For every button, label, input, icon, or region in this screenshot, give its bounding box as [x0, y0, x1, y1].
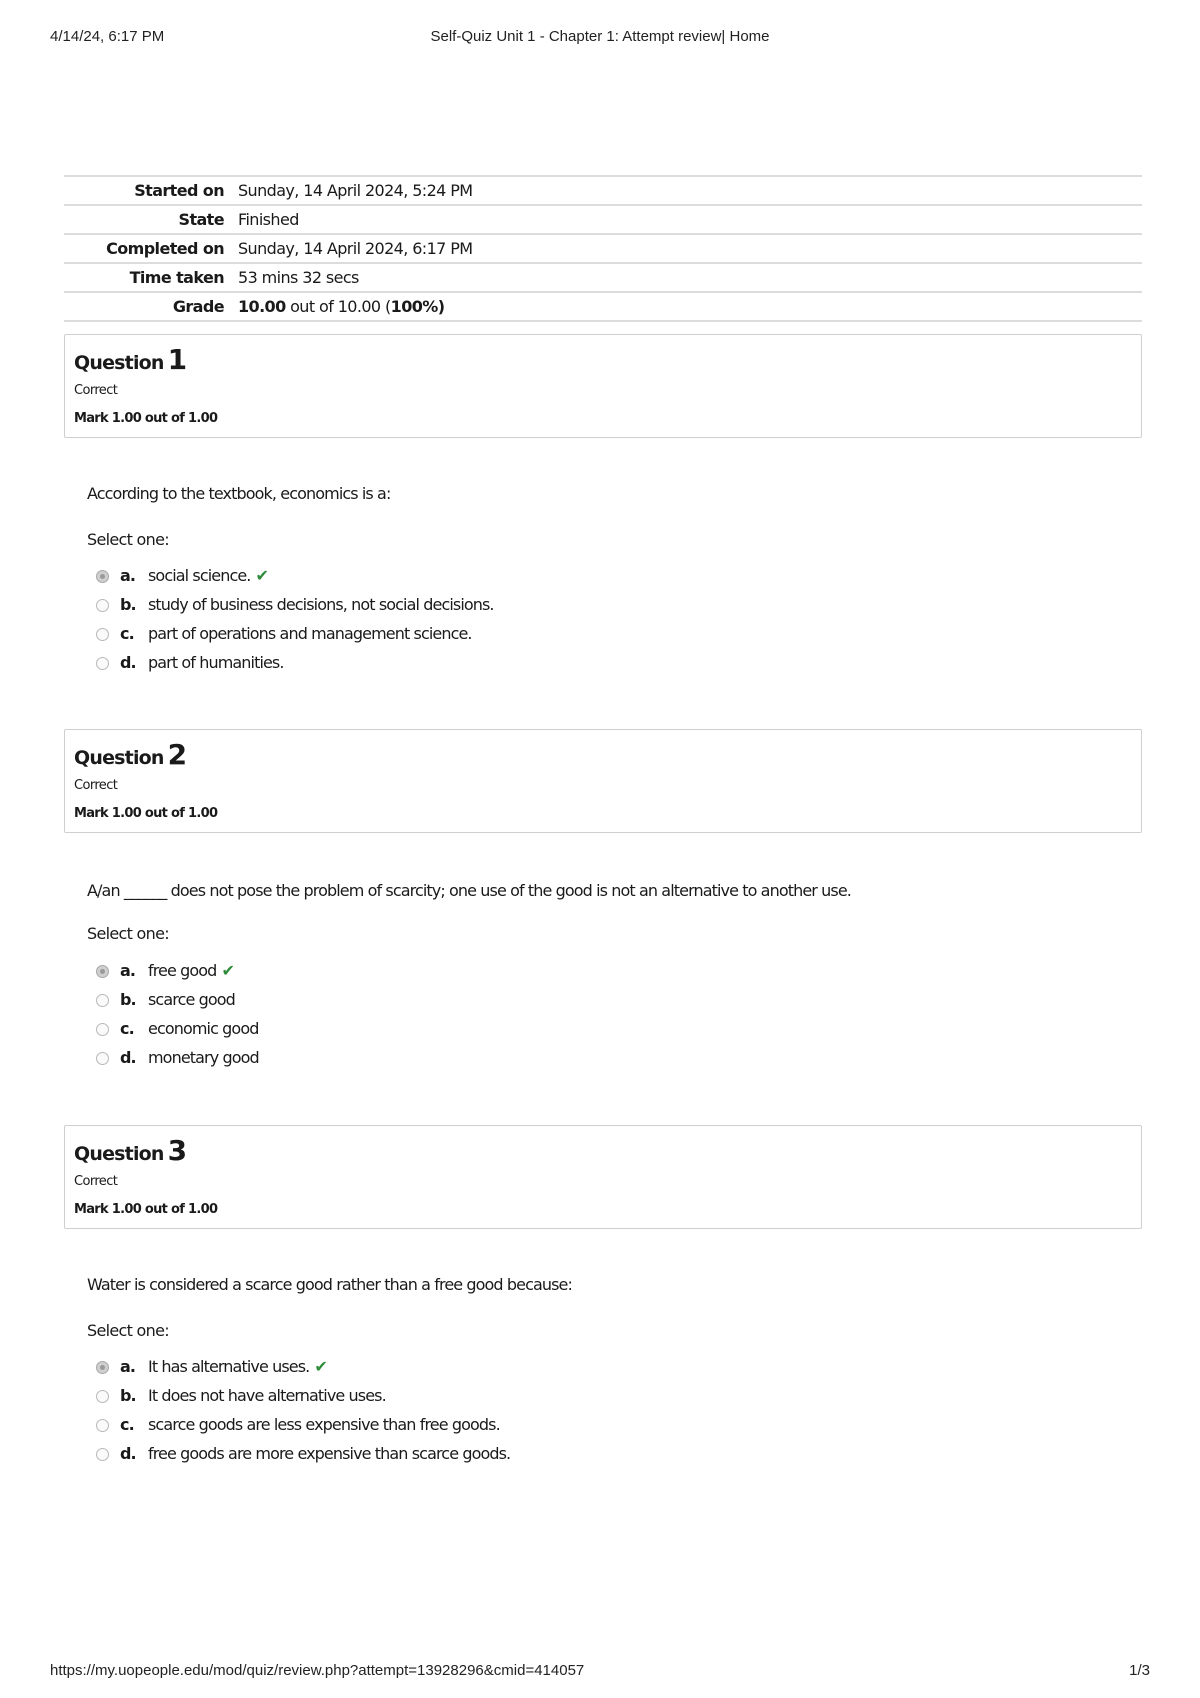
question-title [74, 1134, 186, 1167]
question-mark: Mark 1.00 out of 1.00 [74, 806, 218, 821]
radio-selected-icon[interactable] [96, 570, 109, 583]
option-letter: d. [120, 1048, 136, 1067]
question-number: 1 [167, 343, 187, 376]
select-one-label: Select one: [87, 530, 169, 549]
question-info-box [64, 334, 1142, 438]
radio-icon[interactable] [96, 994, 109, 1007]
page-number: 1/3 [1129, 1662, 1150, 1679]
question-info-box [64, 1125, 1142, 1229]
correct-check-icon: ✔ [255, 566, 269, 585]
summary-row-started [64, 176, 1142, 205]
summary-value: Sunday, 14 April 2024, 6:17 PM [238, 239, 473, 258]
option-letter: c. [120, 1415, 134, 1434]
radio-icon[interactable] [96, 628, 109, 641]
summary-label: Time taken [129, 268, 224, 287]
option-letter: b. [120, 1386, 136, 1405]
radio-icon[interactable] [96, 657, 109, 670]
option-text: It does not have alternative uses. [148, 1386, 386, 1405]
summary-label: Completed on [106, 239, 224, 258]
print-footer [50, 1662, 1150, 1682]
option-label: It has alternative uses. [148, 1357, 310, 1376]
option-letter: a. [120, 961, 136, 980]
radio-icon[interactable] [96, 1390, 109, 1403]
option-text: scarce good [148, 990, 235, 1009]
grade-score: 10.00 [238, 297, 286, 316]
option-text: scarce goods are less expensive than free goods. [148, 1415, 500, 1434]
summary-label: Grade [172, 297, 224, 316]
option-letter: b. [120, 990, 136, 1009]
summary-label: State [178, 210, 224, 229]
question-number: 3 [167, 1134, 187, 1167]
summary-row-completed [64, 234, 1142, 263]
question-title [74, 343, 186, 376]
question-mark: Mark 1.00 out of 1.00 [74, 1202, 218, 1217]
radio-icon[interactable] [96, 1052, 109, 1065]
print-page-title: Self-Quiz Unit 1 - Chapter 1: Attempt review| Home [430, 28, 770, 45]
grade-close-paren: ) [437, 297, 445, 316]
option-text: economic good [148, 1019, 259, 1038]
radio-selected-icon[interactable] [96, 965, 109, 978]
radio-icon[interactable] [96, 1023, 109, 1036]
summary-row-time-taken [64, 263, 1142, 292]
radio-icon[interactable] [96, 1448, 109, 1461]
option-text [148, 566, 268, 585]
radio-selected-icon[interactable] [96, 1361, 109, 1374]
option-text: monetary good [148, 1048, 259, 1067]
correct-check-icon: ✔ [314, 1357, 327, 1376]
question-word: Question [74, 352, 164, 374]
print-date: 4/14/24, 6:17 PM [50, 28, 165, 45]
grade-out-of: out of 10.00 ( [285, 297, 391, 316]
summary-label: Started on [134, 181, 224, 200]
option-label: free good [148, 961, 217, 980]
radio-icon[interactable] [96, 1419, 109, 1432]
option-letter: b. [120, 595, 136, 614]
option-letter: a. [120, 1357, 136, 1376]
option-text: study of business decisions, not social decisions. [148, 595, 494, 614]
question-number: 2 [167, 738, 187, 771]
option-text [148, 1357, 327, 1376]
summary-value: 53 mins 32 secs [238, 268, 359, 287]
question-mark: Mark 1.00 out of 1.00 [74, 411, 218, 426]
option-letter: c. [120, 1019, 134, 1038]
attempt-summary-table [64, 175, 1142, 322]
question-text: A/an ______ does not pose the problem of scarcity; one use of the good is not an alternative to another use. [87, 881, 851, 900]
question-info-box [64, 729, 1142, 833]
radio-icon[interactable] [96, 599, 109, 612]
grade-percent: 100% [390, 297, 438, 316]
option-text: free goods are more expensive than scarce goods. [148, 1444, 511, 1463]
correct-check-icon: ✔ [221, 961, 234, 980]
question-title [74, 738, 186, 771]
summary-row-state [64, 205, 1142, 234]
print-header [50, 28, 1150, 48]
option-letter: d. [120, 1444, 136, 1463]
option-text [148, 961, 234, 980]
summary-value [232, 292, 1142, 321]
question-state: Correct [74, 778, 118, 793]
question-text: Water is considered a scarce good rather than a free good because: [87, 1275, 572, 1294]
option-label: social science. [148, 566, 251, 585]
option-letter: a. [120, 566, 136, 585]
select-one-label: Select one: [87, 1321, 169, 1340]
question-text: According to the textbook, economics is a: [87, 484, 391, 503]
select-one-label: Select one: [87, 924, 169, 943]
summary-value: Finished [238, 210, 299, 229]
summary-row-grade [64, 292, 1142, 321]
option-text: part of humanities. [148, 653, 284, 672]
summary-value: Sunday, 14 April 2024, 5:24 PM [238, 181, 473, 200]
question-state: Correct [74, 1174, 118, 1189]
option-letter: d. [120, 653, 136, 672]
question-state: Correct [74, 383, 118, 398]
question-word: Question [74, 1143, 164, 1165]
page-url: https://my.uopeople.edu/mod/quiz/review.php?attempt=13928296&cmid=414057 [50, 1662, 585, 1679]
option-text: part of operations and management science. [148, 624, 472, 643]
option-letter: c. [120, 624, 134, 643]
question-word: Question [74, 747, 164, 769]
